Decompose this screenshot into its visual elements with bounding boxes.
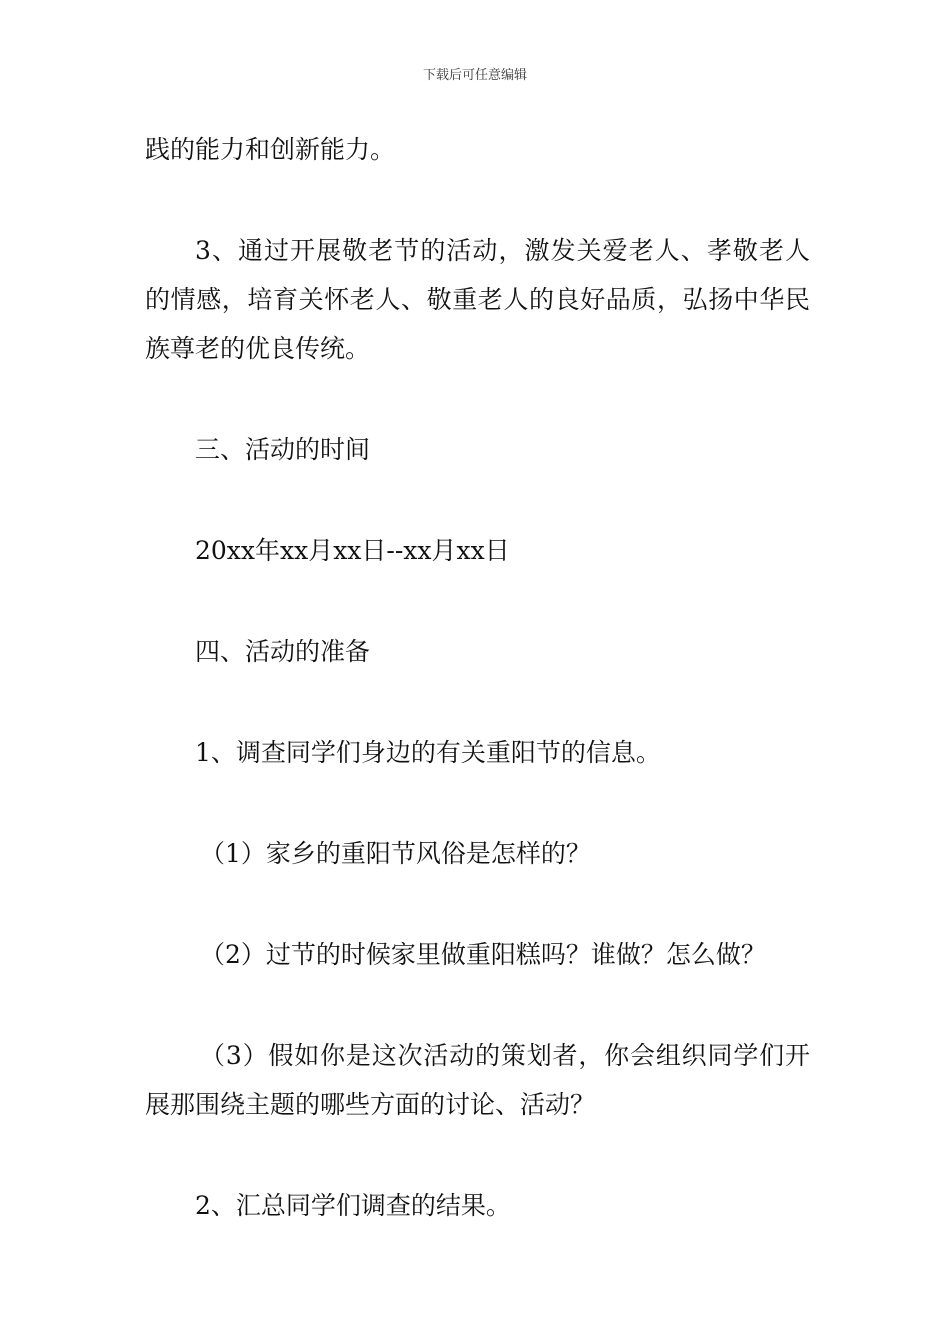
survey-question-3: （3）假如你是这次活动的策划者，你会组织同学们开展那围绕主题的哪些方面的讨论、活动？ [145,1041,810,1119]
survey-question-2: （2）过节的时候家里做重阳糕吗？谁做？怎么做？ [200,940,766,969]
paragraph-goal-3: 3、通过开展敬老节的活动，激发关爱老人、孝敬老人的情感，培育关怀老人、敬重老人的良好品质，弘扬中华民族尊老的优良传统。 [145,236,810,363]
document-body [145,125,810,1282]
preparation-item-2: 2、汇总同学们调查的结果。 [195,1191,511,1220]
survey-question-1: （1）家乡的重阳节风俗是怎样的？ [200,839,591,868]
preparation-item-1: 1、调查同学们身边的有关重阳节的信息。 [195,738,661,767]
section-heading-time: 三、活动的时间 [195,435,371,464]
page-header-note: 下载后可任意编辑 [422,68,527,83]
section-heading-preparation: 四、活动的准备 [195,637,371,666]
paragraph-continuation: 践的能力和创新能力。 [145,135,396,164]
activity-date-range: 20xx年xx月xx日--xx月xx日 [195,536,510,565]
